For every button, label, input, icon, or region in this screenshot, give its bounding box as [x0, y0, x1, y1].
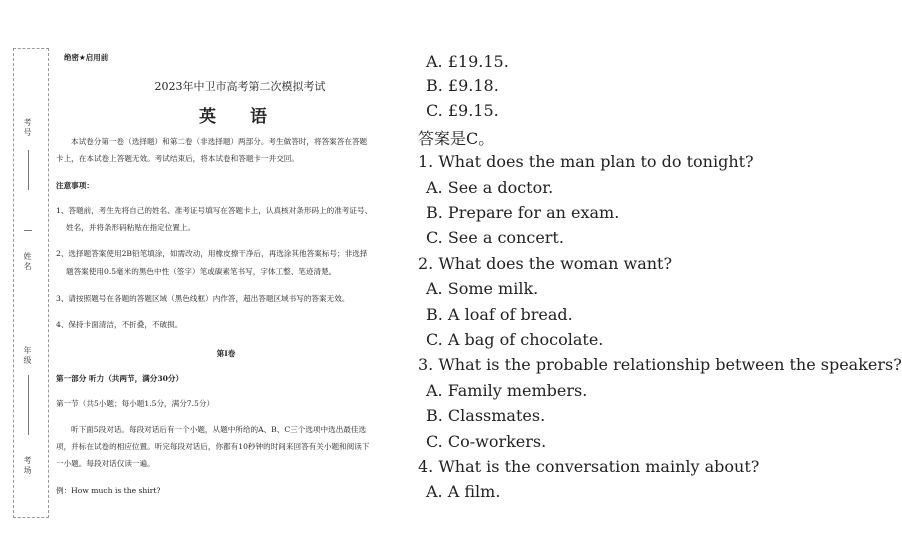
subject-title: 英 语: [199, 107, 281, 127]
question-3: 3. What is the probable relationship between the speakers?: [418, 355, 902, 374]
binding-label-exam-no: 考号: [23, 118, 32, 138]
exam-title: 2023年中卫市高考第二次模拟考试: [154, 80, 326, 93]
question-1-option-b: B. Prepare for an exam.: [426, 203, 620, 222]
question-4: 4. What is the conversation mainly about?: [418, 457, 760, 476]
question-2-option-b: B. A loaf of bread.: [426, 305, 573, 324]
note-2a: 2、选择题答案使用2B铅笔填涂，如需改动，用橡皮擦干净后，再选涂其他答案标号；非选择: [56, 249, 368, 258]
note-4: 4、保持卡面清洁，不折叠，不破损。: [56, 320, 183, 329]
example-option-a: A. £19.15.: [426, 52, 509, 71]
volume-title: 第Ⅰ卷: [216, 349, 236, 358]
example-answer: 答案是C。: [418, 129, 495, 148]
binding-line: [28, 375, 29, 435]
binding-label-grade: 年级: [23, 346, 32, 366]
binding-label-room: 考场: [23, 456, 32, 476]
question-3-option-c: C. Co-workers.: [426, 432, 547, 451]
example-option-b: B. £9.18.: [426, 76, 499, 95]
question-1-option-a: A. See a doctor.: [426, 178, 554, 197]
intro-line-1: 本试卷分第一卷（选择题）和第二卷（非选择题）两部分。考生做答时，将答案答在答题: [71, 137, 368, 146]
binding-line: [28, 150, 29, 190]
question-3-option-b: B. Classmates.: [426, 406, 546, 425]
binding-label-name: 姓名: [23, 252, 32, 272]
binding-tick: [24, 230, 32, 231]
notes-heading: 注意事项：: [56, 181, 94, 190]
note-2b: 题答案使用0.5毫米的黑色中性（签字）笔或碳素笔书写，字体工整、笔迹清楚。: [66, 267, 337, 276]
question-2-option-c: C. A bag of chocolate.: [426, 330, 604, 349]
note-3: 3、请按照题号在各题的答题区域（黑色线框）内作答，超出答题区域书写的答案无效。: [56, 294, 350, 303]
listening-instructions-1: 听下面5段对话。每段对话后有一个小题，从题中所给的A、B、C三个选项中选出最佳选: [71, 425, 367, 434]
question-3-option-a: A. Family members.: [426, 381, 588, 400]
listening-instructions-2: 项，并标在试卷的相应位置。听完每段对话后，你都有10秒钟的时间来回答有关小题和阅读下: [56, 442, 370, 451]
question-1: 1. What does the man plan to do tonight?: [418, 152, 754, 171]
section-one-heading: 第一节（共5小题；每小题1.5分，满分7.5分）: [56, 399, 215, 408]
confidential-mark: 绝密★启用前: [64, 53, 109, 62]
question-1-option-c: C. See a concert.: [426, 228, 564, 247]
note-1a: 1、答题前，考生先将自己的姓名、准考证号填写在答题卡上，认真核对条形码上的准考证号、: [56, 206, 373, 215]
example-option-c: C. £9.15.: [426, 101, 499, 120]
note-1b: 姓名，并将条形码粘贴在指定位置上。: [66, 223, 196, 232]
question-2-option-a: A. Some milk.: [426, 279, 539, 298]
question-4-option-a: A. A film.: [426, 482, 501, 501]
example-question: 例：How much is the shirt?: [56, 486, 161, 495]
intro-line-2: 卡上，在本试卷上答题无效。考试结束后，将本试卷和答题卡一并交回。: [56, 154, 299, 163]
question-2: 2. What does the woman want?: [418, 254, 673, 273]
part-one-heading: 第一部分 听力（共两节，满分30分）: [56, 374, 184, 383]
listening-instructions-3: 一小题。每段对话仅读一遍。: [56, 459, 155, 468]
